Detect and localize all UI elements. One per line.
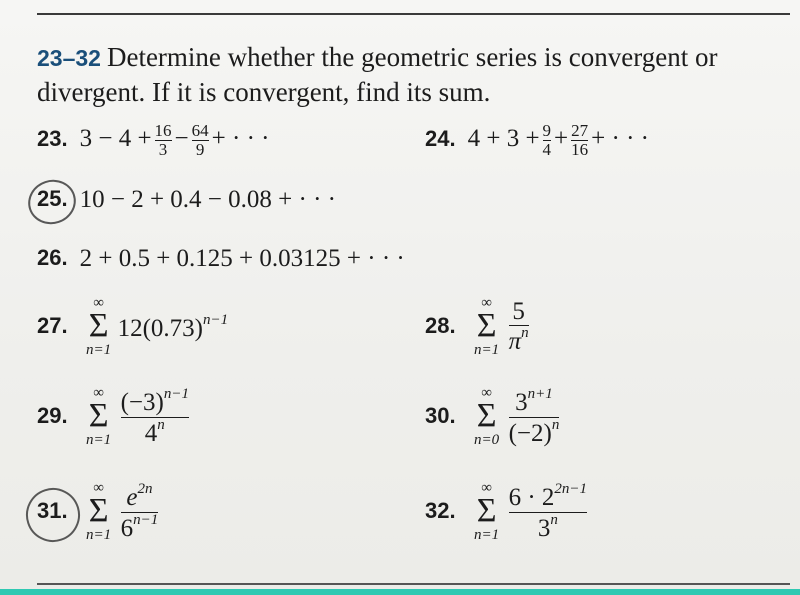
problem-number: 29. [37,402,68,428]
fraction: $\frac{5}{\pi^n}$ [508,297,529,355]
summation-sign: ∞ Σ n=1 [86,480,112,543]
series-expression: 4 + 3 + $\frac{9}{4}$ + $\frac{27}{16}$ + · · · [467,121,649,159]
fraction: $\frac{e^{2n}}{6^{n-1}}$ [120,481,159,542]
problem-number: 30. [425,402,456,428]
top-rule [37,13,790,15]
problem-29 [37,385,192,449]
problem-32 [425,480,590,544]
problem-23 [37,122,269,159]
summation-sign: ∞ Σ n=0 [474,385,500,448]
series-expression: 3 − 4 + $\frac{16}{3}$ − $\frac{64}{9}$ + · · · [79,121,270,159]
exercise-range: 23–32 [37,45,101,71]
series-expression: 2 + 0.5 + 0.125 + 0.03125 + · · · [79,245,405,273]
summation-sign: ∞ Σ n=1 [86,295,112,358]
fraction: $\frac{27}{16}$ [571,121,589,159]
fraction: $\frac{(-3)^{n-1}}{4^n}$ [120,386,189,447]
exercise-instruction: Determine whether the geometric series is convergent or divergent. If it is convergent, find its sum. [37,42,718,107]
summation-sign: ∞ Σ n=1 [474,295,500,358]
summation-sign: ∞ Σ n=1 [86,385,112,448]
problem-number: 24. [425,126,456,152]
exercise-heading [37,40,787,109]
problem-number: 26. [37,245,68,270]
bottom-rule [37,583,790,585]
problem-26 [37,244,405,273]
problem-number: 27. [37,312,68,338]
summation-sign: ∞ Σ n=1 [474,480,500,543]
bottom-strip [0,589,800,595]
problem-number: 28. [425,312,456,338]
problem-30 [425,385,562,449]
series-term: $12(0.73)^{n-1}$ [117,311,229,342]
fraction: $\frac{3^{n+1}}{(-2)^n}$ [508,386,560,447]
problem-number: 32. [425,497,456,523]
problem-28 [425,295,532,359]
pen-circle-mark [22,174,81,231]
series-expression: 10 − 2 + 0.4 − 0.08 + · · · [79,186,336,214]
fraction: $\frac{16}{3}$ [154,121,172,159]
fraction: $\frac{64}{9}$ [191,121,209,159]
problem-25 [37,185,336,214]
problem-24 [425,122,649,159]
problem-number: 23. [37,126,68,152]
problem-number: 25. [37,186,68,211]
problem-27 [37,295,228,359]
problem-number: 31. [37,497,68,523]
fraction: $\frac{6 \cdot 2^{2n-1}}{3^n}$ [508,481,588,542]
fraction: $\frac{9}{4}$ [542,121,552,159]
